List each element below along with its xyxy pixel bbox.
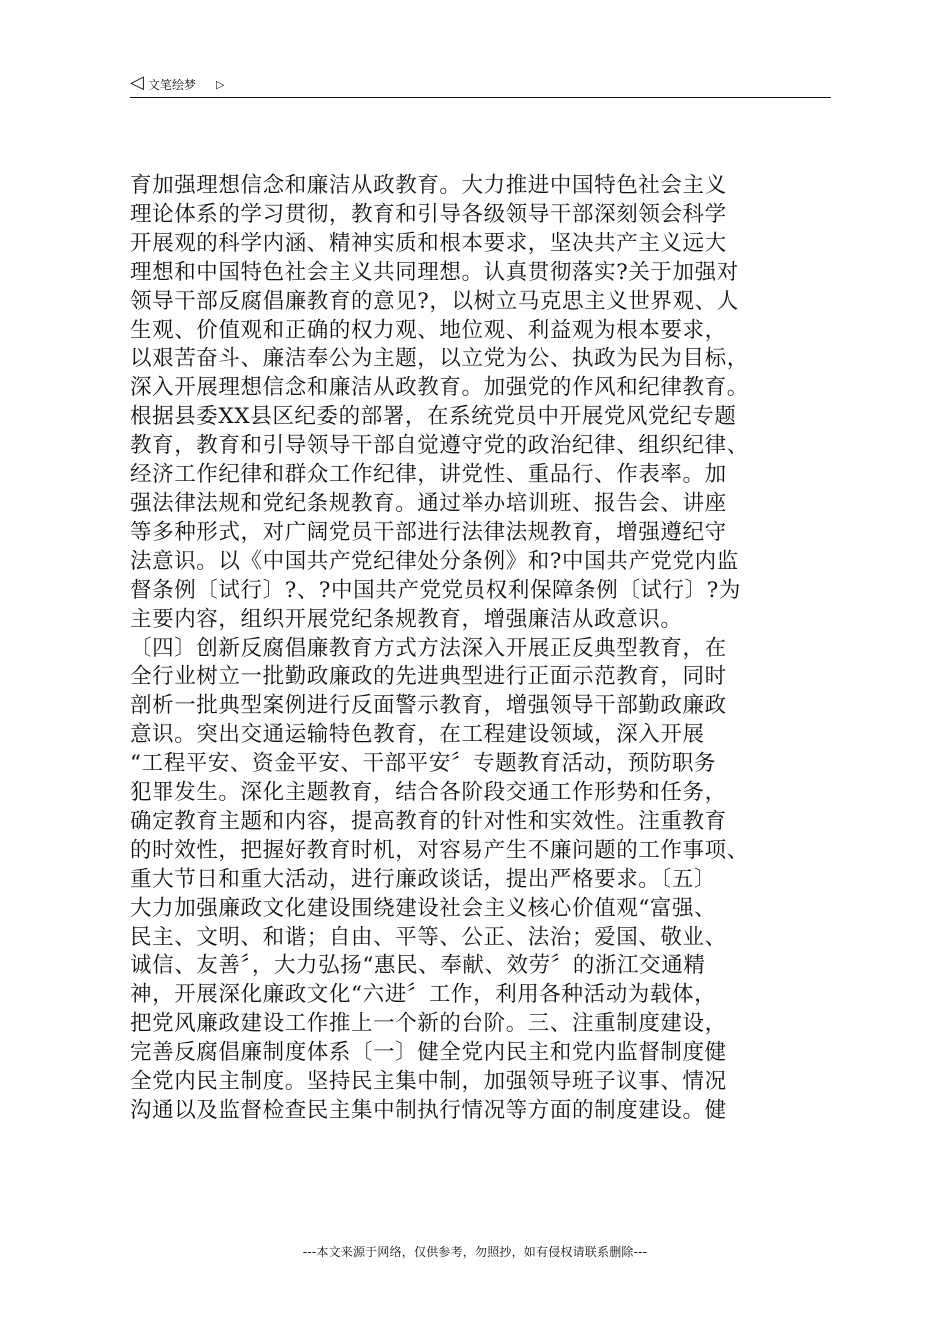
triangle-left-icon: ◁	[130, 72, 144, 93]
body-line: 法意识。以《中国共产党纪律处分条例》和?中国共产党党内监	[130, 548, 739, 574]
footer-disclaimer: ---本文来源于网络，仅供参考，勿照抄，如有侵权请联系删除---	[302, 1245, 648, 1259]
body-line: 教育，教育和引导领导干部自觉遵守党的政治纪律、组织纪律、	[130, 433, 749, 459]
body-line: 强法律法规和党纪条规教育。通过举办培训班、报告会、讲座	[130, 490, 727, 516]
body-line: 大力加强廉政文化建设围绕建设社会主义核心价值观“富强、	[130, 895, 717, 921]
document-body	[130, 172, 835, 1126]
body-line: 的时效性，把握好教育时机，对容易产生不廉问题的工作事项、	[130, 837, 749, 863]
body-line: 开展观的科学内涵、精神实质和根本要求，坚决共产主义远大	[130, 230, 727, 256]
body-line: 犯罪发生。深化主题教育，结合各阶段交通工作形势和任务，	[130, 780, 727, 806]
body-line: 领导干部反腐倡廉教育的意见?，以树立马克思主义世界观、人	[130, 288, 739, 314]
brand-name: 文笔绘梦	[148, 78, 197, 92]
body-line: 深入开展理想信念和廉洁从政教育。加强党的作风和纪律教育。	[130, 375, 749, 401]
body-line: 等多种形式，对广阔党员干部进行法律法规教育，增强遵纪守	[130, 519, 727, 545]
body-line: 重大节日和重大活动，进行廉政谈话，提出严格要求。〔五〕	[130, 866, 716, 892]
body-line: 神，开展深化廉政文化“六进〞工作，利用各种活动为载体，	[130, 982, 717, 1008]
body-line: 根据县委XX县区纪委的部署，在系统党员中开展党风党纪专题	[130, 404, 737, 430]
page-header	[130, 74, 830, 98]
body-line: “工程平安、资金平安、干部平安〞专题教育活动，预防职务	[130, 751, 717, 777]
body-line: 理想和中国特色社会主义共同理想。认真贯彻落实?关于加强对	[130, 259, 739, 285]
triangle-right-icon: ▷	[216, 78, 225, 91]
body-line: 全党内民主制度。坚持民主集中制，加强领导班子议事、情况	[130, 1069, 727, 1095]
body-line: 确定教育主题和内容，提高教育的针对性和实效性。注重教育	[130, 808, 727, 834]
body-line: 〔四〕创新反腐倡廉教育方式方法深入开展正反典型教育，在	[130, 635, 727, 661]
body-line: 主要内容，组织开展党纪条规教育，增强廉洁从政意识。	[130, 606, 683, 632]
body-line: 理论体系的学习贯彻，教育和引导各级领导干部深刻领会科学	[130, 201, 727, 227]
body-line: 把党风廉政建设工作推上一个新的台阶。三、注重制度建设，	[130, 1011, 727, 1037]
body-line: 民主、文明、和谐；自由、平等、公正、法治；爱国、敬业、	[130, 924, 727, 950]
body-line: 全行业树立一批勤政廉政的先进典型进行正面示范教育，同时	[130, 664, 727, 690]
header-divider	[130, 97, 831, 98]
body-line: 育加强理想信念和廉洁从政教育。大力推进中国特色社会主义	[130, 173, 727, 198]
body-line: 督条例〔试行〕?、?中国共产党党员权利保障条例〔试行〕?为	[130, 577, 741, 603]
body-line: 以艰苦奋斗、廉洁奉公为主题，以立党为公、执政为民为目标，	[130, 346, 749, 372]
body-line: 完善反腐倡廉制度体系〔一〕健全党内民主和党内监督制度健	[130, 1040, 727, 1066]
body-line: 剖析一批典型案例进行反面警示教育，增强领导干部勤政廉政	[130, 693, 727, 719]
body-line: 沟通以及监督检查民主集中制执行情况等方面的制度建设。健	[130, 1098, 727, 1123]
body-line: 意识。突出交通运输特色教育，在工程建设领域，深入开展	[130, 722, 705, 748]
body-line: 生观、价值观和正确的权力观、地位观、利益观为根本要求，	[130, 317, 727, 343]
body-line: 诚信、友善〞，大力弘扬“惠民、奉献、效劳〞的浙江交通精	[130, 953, 706, 979]
body-line: 经济工作纪律和群众工作纪律，讲党性、重品行、作表率。加	[130, 462, 727, 488]
